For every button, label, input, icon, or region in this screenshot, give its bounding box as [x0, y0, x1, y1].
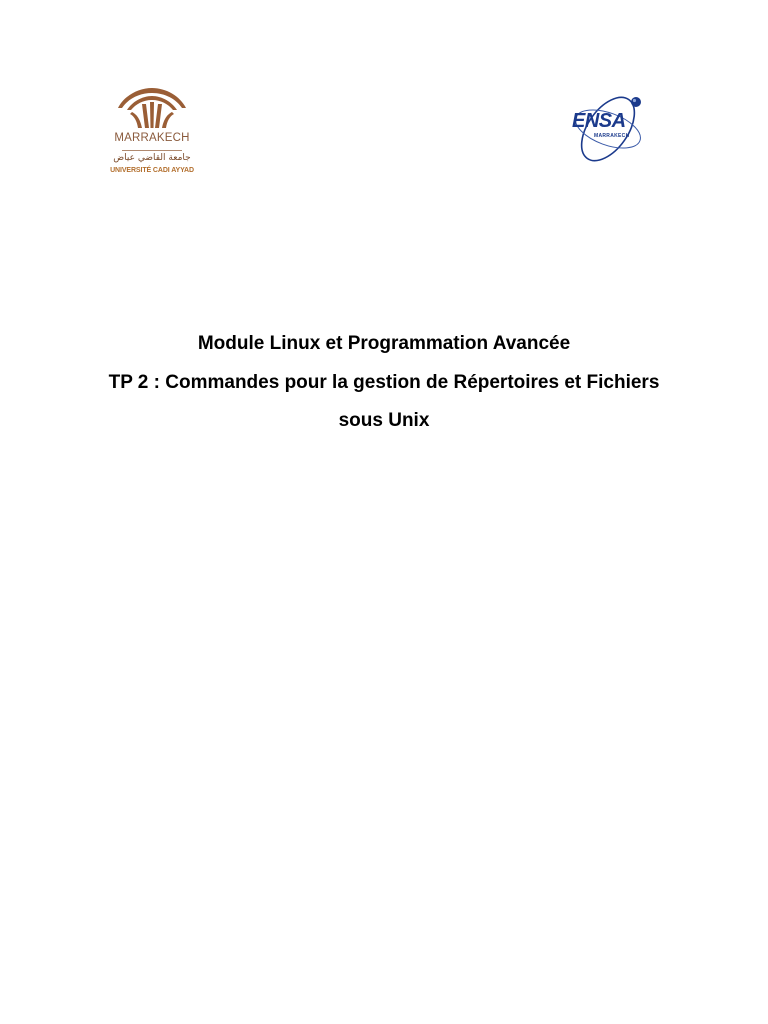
ensa-acronym: ENSA: [572, 110, 626, 132]
uca-arabic-name: جامعة القاضي عياض: [113, 153, 191, 163]
uca-university-name: UNIVERSITÉ CADI AYYAD: [110, 167, 194, 174]
ensa-marrakech-logo: [568, 92, 650, 166]
ensa-city-label: MARRAKECH: [594, 133, 630, 139]
uca-divider: [122, 150, 182, 151]
uca-emblem-icon: [112, 84, 192, 132]
universite-cadi-ayyad-logo: [108, 84, 196, 182]
uca-city-label: MARRAKECH: [114, 132, 190, 144]
title-line-unix: sous Unix: [338, 410, 430, 431]
title-line-tp: TP 2 : Commandes pour la gestion de Répertoires et Fichiers: [108, 371, 660, 393]
title-line-module: Module Linux et Programmation Avancée: [197, 333, 571, 354]
document-title: [0, 325, 768, 441]
